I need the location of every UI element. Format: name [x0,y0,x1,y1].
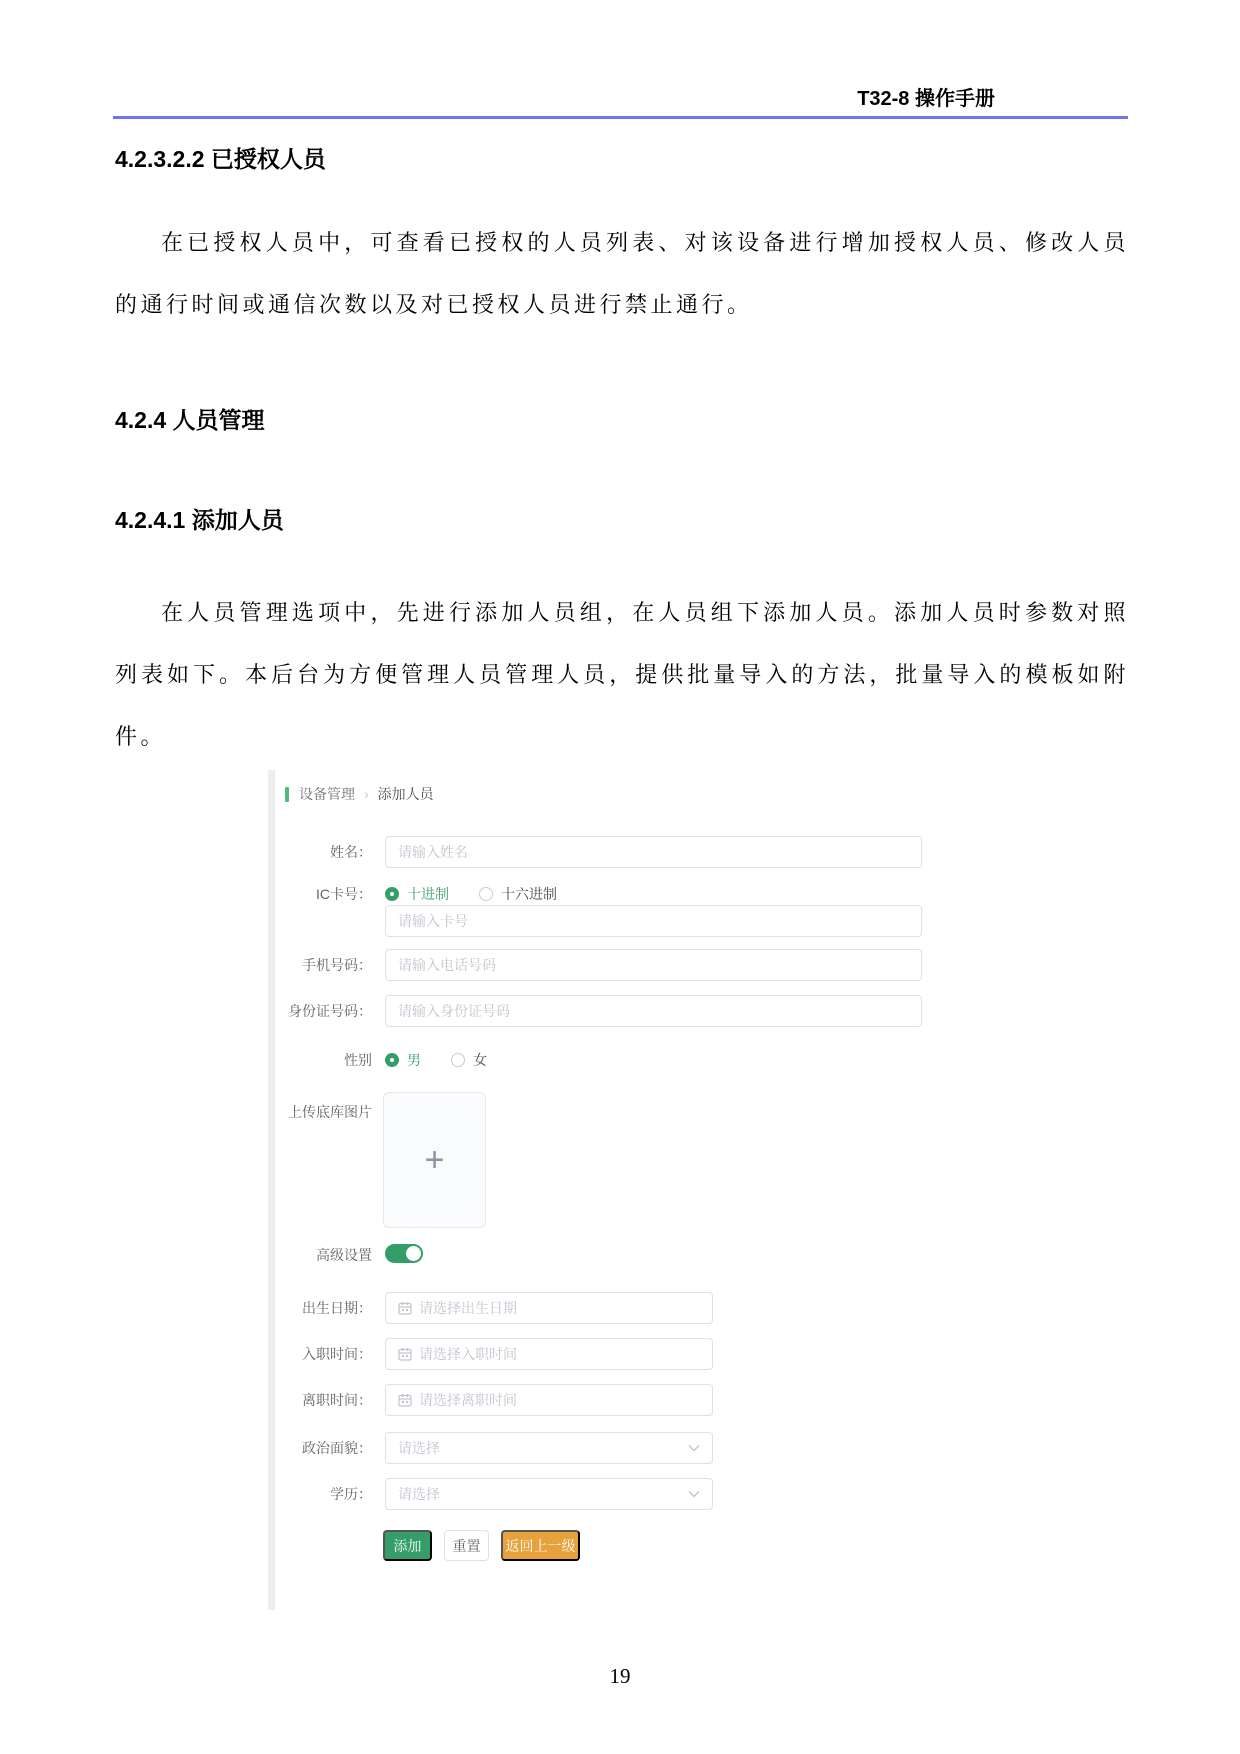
page-number: 19 [609,1664,631,1688]
breadcrumb-item-add-person: 添加人员 [377,786,434,802]
reset-button[interactable]: 重置 [444,1530,489,1561]
toggle-knob [406,1246,421,1261]
radio-selected-icon [385,1053,399,1067]
advanced-settings-toggle[interactable] [385,1244,423,1263]
document-header-title: T32-8 操作手册 [857,88,995,110]
header-divider [113,116,1128,119]
back-button[interactable]: 返回上一级 [501,1530,580,1561]
birth-date-label: 出生日期： [302,1300,372,1316]
form-row-birth-date [268,1292,1140,1324]
chevron-right-icon: › [364,786,369,802]
calendar-icon [398,1347,412,1361]
leave-date-label: 离职时间： [302,1392,372,1408]
education-placeholder: 请选择 [398,1486,440,1502]
birth-date-picker[interactable] [385,1292,713,1324]
ic-card-label: IC卡号： [316,886,372,902]
section-heading-person-management: 4.2.4 人员管理 [115,407,265,433]
radio-female-label: 女 [473,1052,487,1068]
form-row-id-number [268,995,1140,1027]
radio-female[interactable] [451,1050,487,1070]
political-status-label: 政治面貌： [302,1440,372,1456]
breadcrumb [285,784,434,804]
section-heading-add-person: 4.2.4.1 添加人员 [115,507,284,533]
section-paragraph-add-person: 在人员管理选项中，先进行添加人员组，在人员组下添加人员。添加人员时参数对照列表如下。本后台为方便管理人员管理人员，提供批量导入的方法，批量导入的模板如附件。 [115,600,1129,749]
calendar-icon [398,1301,412,1315]
radio-unselected-icon [451,1053,465,1067]
form-row-advanced [268,1244,1140,1276]
id-number-label: 身份证号码： [288,1003,372,1019]
form-row-phone [268,949,1140,981]
political-status-select[interactable] [385,1432,713,1464]
name-input[interactable] [385,836,922,868]
form-row-gender [268,1044,1140,1076]
embedded-form-screenshot [268,770,1140,1618]
id-number-input[interactable] [385,995,922,1027]
phone-label: 手机号码： [302,957,372,973]
form-row-education [268,1478,1140,1510]
section-paragraph-authorized-persons: 在已授权人员中，可查看已授权的人员列表、对该设备进行增加授权人员、修改人员的通行时间或通信次数以及对已授权人员进行禁止通行。 [115,230,1129,317]
form-row-name [268,836,1140,868]
radio-male[interactable] [385,1050,421,1070]
add-button[interactable]: 添加 [383,1530,432,1561]
gender-label: 性别 [344,1052,372,1068]
radio-selected-icon [385,887,399,901]
education-label: 学历： [330,1486,372,1502]
education-select[interactable] [385,1478,713,1510]
calendar-icon [398,1393,412,1407]
hire-date-label: 入职时间： [302,1346,372,1362]
leave-date-placeholder: 请选择离职时间 [419,1392,517,1408]
chevron-down-icon [688,1490,700,1498]
leave-date-picker[interactable] [385,1384,713,1416]
form-row-hire-date [268,1338,1140,1370]
breadcrumb-item-device-management[interactable]: 设备管理 [299,786,355,802]
form-row-political-status [268,1432,1140,1464]
radio-unselected-icon [479,887,493,901]
political-status-placeholder: 请选择 [398,1440,440,1456]
photo-upload-dropzone[interactable] [383,1092,486,1228]
radio-hexadecimal-label: 十六进制 [501,886,557,902]
chevron-down-icon [688,1444,700,1452]
radio-male-label: 男 [407,1052,421,1068]
radio-decimal[interactable] [385,884,449,904]
phone-input[interactable] [385,949,922,981]
radio-decimal-label: 十进制 [407,886,449,902]
form-row-leave-date [268,1384,1140,1416]
form-row-card-number [268,905,1140,937]
birth-date-placeholder: 请选择出生日期 [419,1300,517,1316]
radio-hexadecimal[interactable] [479,884,557,904]
breadcrumb-marker-icon [285,787,289,802]
advanced-settings-label: 高级设置 [316,1247,372,1263]
hire-date-picker[interactable] [385,1338,713,1370]
plus-icon: + [424,1141,445,1179]
upload-photo-label: 上传底库图片 [288,1104,372,1120]
hire-date-placeholder: 请选择入职时间 [419,1346,517,1362]
section-heading-authorized-persons: 4.2.3.2.2 已授权人员 [115,146,326,172]
name-label: 姓名： [330,844,372,860]
card-number-input[interactable] [385,905,922,937]
